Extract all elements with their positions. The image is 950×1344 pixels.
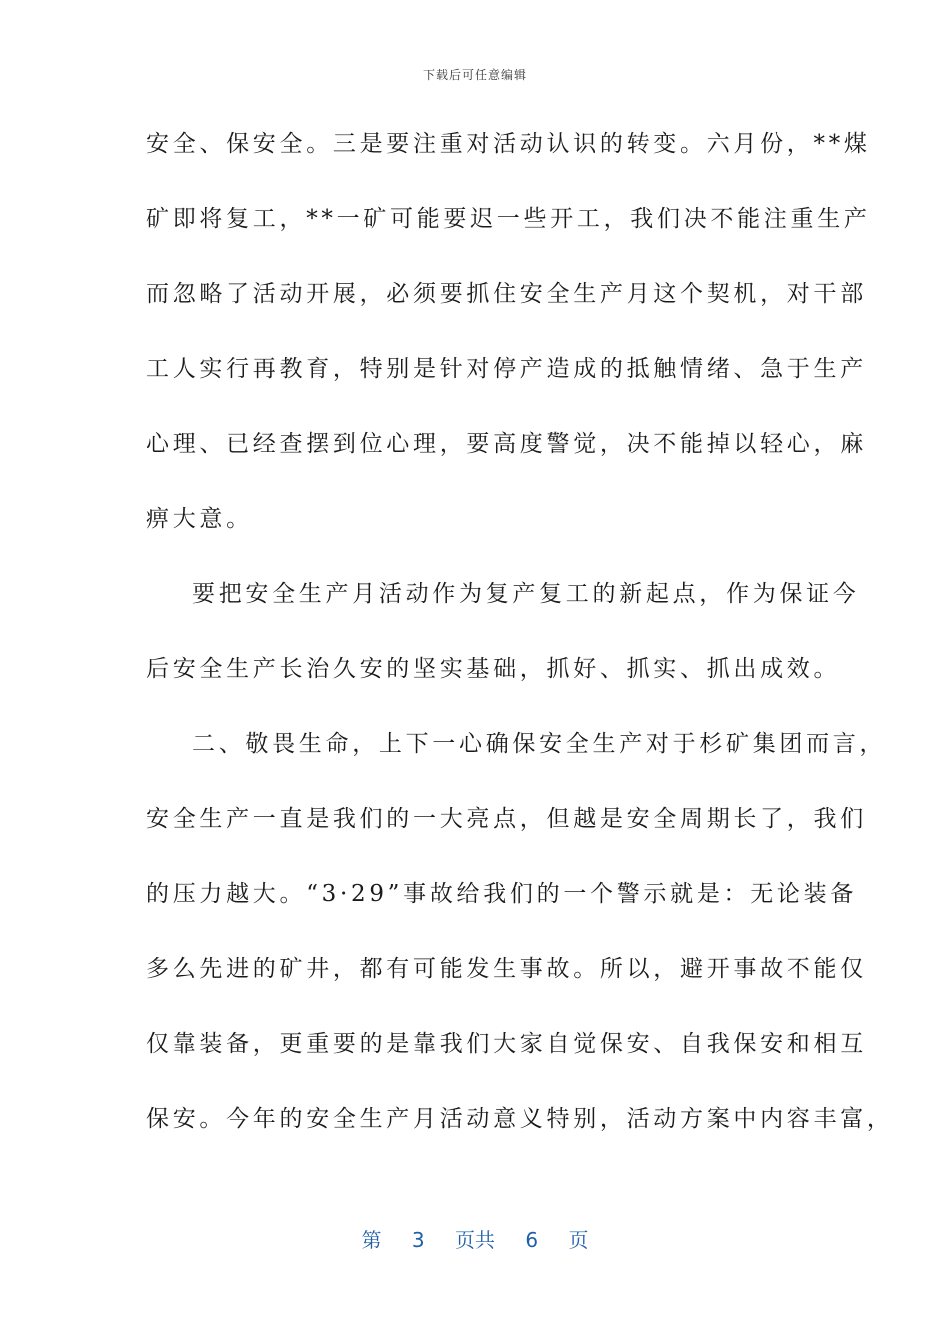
footer-middle: 页共 [455,1228,495,1252]
text-line: 仅靠装备，更重要的是靠我们大家自觉保安、自我保安和相互 [146,1031,867,1057]
header-note: 下载后可任意编辑 [422,68,527,82]
text-line: 心理、已经查摆到位心理，要高度警觉，决不能掉以轻心，麻 [146,431,867,457]
paragraph-start-line: 二、敬畏生命，上下一心确保安全生产对于杉矿集团而言， [192,731,887,757]
footer-page-number: 3 [411,1228,425,1252]
page-footer [0,1224,950,1253]
document-body [146,122,894,1172]
text-line: 安全、保安全。三是要注重对活动认识的转变。六月份，**煤 [146,131,871,157]
footer-prefix: 第 [361,1228,382,1252]
text-line: 工人实行再教育，特别是针对停产造成的抵触情绪、急于生产 [146,356,867,382]
footer-suffix: 页 [568,1228,589,1252]
text-line: 后安全生产长治久安的坚实基础，抓好、抓实、抓出成效。 [146,656,841,682]
text-line: 的压力越大。“3·29”事故给我们的一个警示就是：无论装备 [146,881,858,907]
text-line: 而忽略了活动开展，必须要抓住安全生产月这个契机，对干部 [146,281,867,307]
text-line: 痹大意。 [146,506,253,532]
text-line: 矿即将复工，**一矿可能要迟一些开工，我们决不能注重生产 [146,206,871,232]
text-line: 保安。今年的安全生产月活动意义特别，活动方案中内容丰富， [146,1106,894,1132]
text-line: 安全生产一直是我们的一大亮点，但越是安全周期长了，我们 [146,806,867,832]
footer-total-pages: 6 [525,1228,539,1252]
text-line: 多么先进的矿井，都有可能发生事故。所以，避开事故不能仅 [146,956,867,982]
paragraph-start-line: 要把安全生产月活动作为复产复工的新起点，作为保证今 [192,581,860,607]
